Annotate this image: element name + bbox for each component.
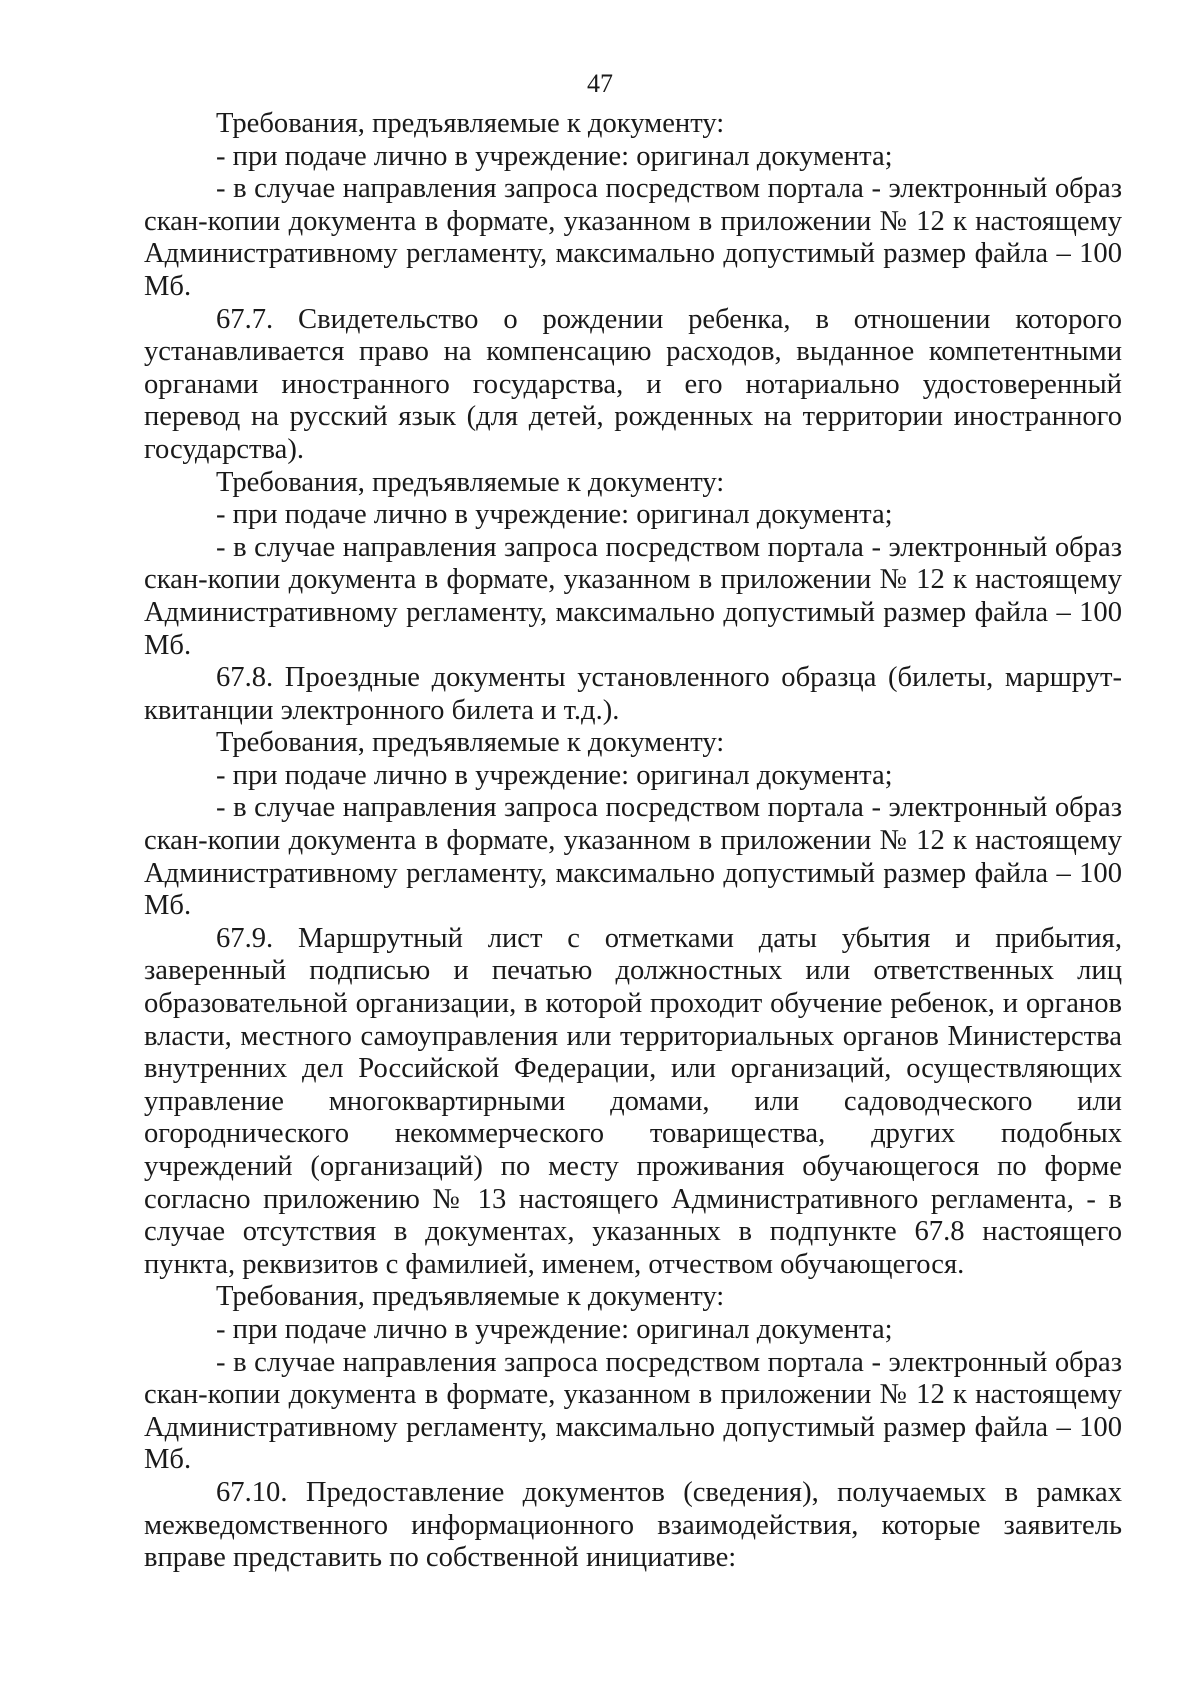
paragraph: - в случае направления запроса посредством портала - электронный образ скан-копии документа в формате, указанном в приложении № 12 к настоящему Административному регламенту, максимально допустимый размер файла – 100 Мб. [144, 1346, 1122, 1476]
paragraph: - при подаче лично в учреждение: оригинал документа; [216, 1313, 893, 1345]
paragraph: 67.8. Проездные документы установленного образца (билеты, маршрут-квитанции электронного билета и т.д.). [144, 662, 1122, 726]
page-number: 47 [587, 69, 613, 98]
paragraph: - в случае направления запроса посредством портала - электронный образ скан-копии документа в формате, указанном в приложении № 12 к настоящему Административному регламенту, максимально допустимый размер файла – 100 Мб. [144, 531, 1122, 661]
paragraph: 67.7. Свидетельство о рождении ребенка, в отношении которого устанавливается право на компенсацию расходов, выданное компетентными органами иностранного государства, и его нотариально удостоверенный перевод на русский язык (для детей, рожденных на территории иностранного государства). [144, 303, 1122, 465]
paragraph: Требования, предъявляемые к документу: [216, 727, 725, 759]
paragraph: - при подаче лично в учреждение: оригинал документа; [216, 499, 893, 531]
paragraph: 67.9. Маршрутный лист с отметками даты убытия и прибытия, заверенный подписью и печатью должностных или ответственных лиц образовательной организации, в которой проходит обучение ребенок, и органов власти, местного самоуправления или территориальных органов Министерства внутренних дел Российской Федерации, или организаций, осуществляющих управление многоквартирными домами, или садоводческого или огороднического некоммерческого товарищества, других подобных учреждений (организаций) по месту проживания обучающегося по форме согласно приложению № 13 настоящего Административного регламента, - в случае отсутствия в документах, указанных в подпункте 67.8 настоящего пункта, реквизитов с фамилией, именем, отчеством обучающегося. [144, 922, 1122, 1280]
paragraph: - в случае направления запроса посредством портала - электронный образ скан-копии документа в формате, указанном в приложении № 12 к настоящему Административному регламенту, максимально допустимый размер файла – 100 Мб. [144, 792, 1122, 922]
paragraph: - при подаче лично в учреждение: оригинал документа; [216, 759, 893, 791]
paragraph: Требования, предъявляемые к документу: [216, 1281, 725, 1313]
paragraph: - в случае направления запроса посредством портала - электронный образ скан-копии документа в формате, указанном в приложении № 12 к настоящему Административному регламенту, максимально допустимый размер файла – 100 Мб. [144, 173, 1122, 302]
paragraph: 67.10. Предоставление документов (сведения), получаемых в рамках межведомственного информационного взаимодействия, которые заявитель вправе представить по собственной инициативе: [144, 1476, 1122, 1574]
document-body [144, 108, 1122, 1575]
paragraph: Требования, предъявляемые к документу: [216, 466, 725, 498]
paragraph: Требования, предъявляемые к документу: [216, 108, 725, 139]
paragraph: - при подаче лично в учреждение: оригинал документа; [216, 140, 893, 172]
